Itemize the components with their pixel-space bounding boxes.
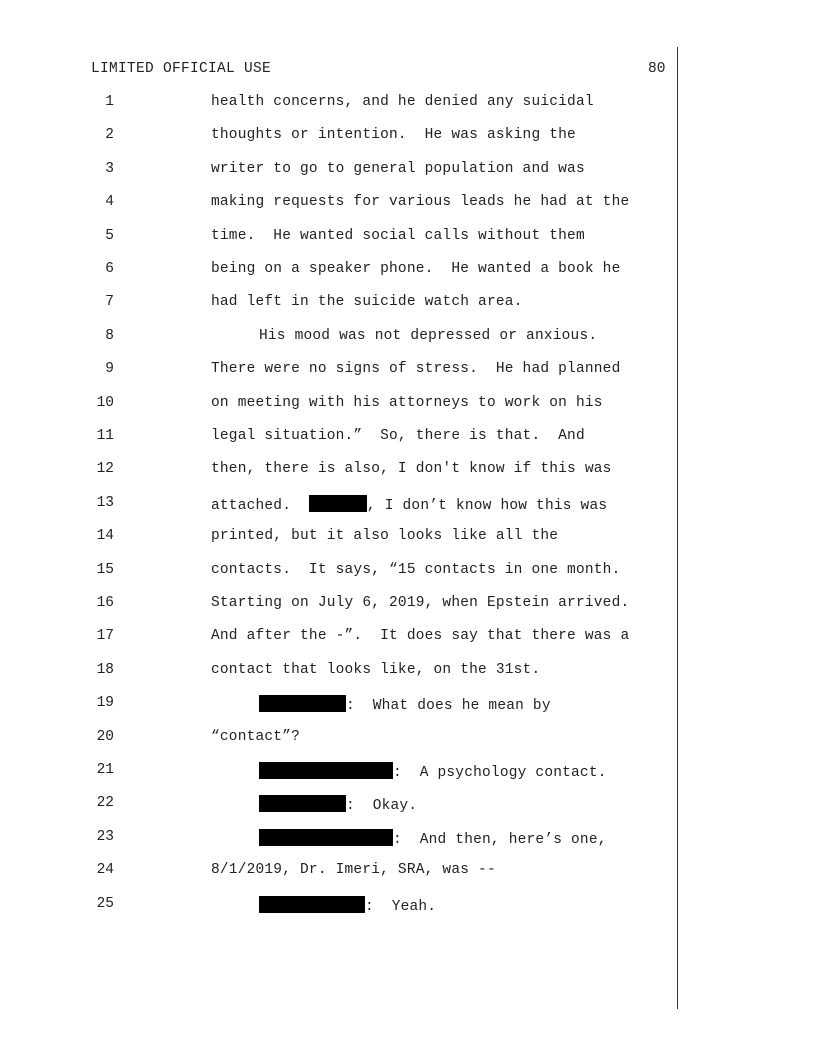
line-text xyxy=(211,194,629,210)
text-segment: writer to go to general population and was xyxy=(211,160,585,177)
line-number: 11 xyxy=(96,428,114,444)
line-number: 6 xyxy=(105,261,114,277)
text-segment: , I don’t know how this was xyxy=(366,497,608,514)
line-text xyxy=(211,94,594,110)
text-segment: : A psychology contact. xyxy=(393,765,607,781)
line-number: 13 xyxy=(96,494,114,511)
line-number: 18 xyxy=(96,661,114,678)
line-number: 1 xyxy=(105,94,114,110)
text-segment: being on a speaker phone. He wanted a book he xyxy=(211,261,621,277)
line-number: 3 xyxy=(105,160,114,177)
text-segment: then, there is also, I don't know if this was xyxy=(211,461,612,478)
text-segment: legal situation.” So, there is that. And xyxy=(211,428,585,444)
transcript-line xyxy=(0,829,680,849)
transcript-line xyxy=(0,94,680,114)
line-number: 20 xyxy=(96,728,114,745)
line-number: 12 xyxy=(96,461,114,478)
line-number: 7 xyxy=(105,294,114,311)
text-segment: And after the -”. It does say that there was a xyxy=(211,628,630,645)
line-text xyxy=(211,361,620,377)
text-segment: thoughts or intention. He was asking the xyxy=(211,127,576,144)
line-number: 15 xyxy=(96,561,114,578)
transcript-line xyxy=(0,896,680,916)
text-segment: His mood was not depressed or anxious. xyxy=(259,327,598,344)
line-text xyxy=(259,328,597,344)
line-text xyxy=(259,829,607,848)
line-text xyxy=(211,161,585,177)
line-text xyxy=(211,528,558,544)
line-number: 22 xyxy=(96,795,114,812)
line-text xyxy=(211,662,540,678)
text-segment: printed, but it also looks like all the xyxy=(211,528,559,545)
line-number: 24 xyxy=(96,862,114,879)
transcript-line xyxy=(0,395,680,415)
line-number: 4 xyxy=(105,194,114,211)
redaction-box xyxy=(259,795,346,812)
redaction-box xyxy=(259,762,393,779)
transcript-line xyxy=(0,127,680,147)
line-text xyxy=(211,294,523,310)
transcript-line xyxy=(0,328,680,348)
transcript-line xyxy=(0,228,680,248)
text-segment: attached. xyxy=(211,497,309,514)
text-segment: making requests for various leads he had at the xyxy=(211,194,630,211)
line-text xyxy=(211,862,496,878)
transcript-line xyxy=(0,261,680,281)
text-segment: 8/1/2019, Dr. Imeri, SRA, was -- xyxy=(211,862,496,879)
line-number: 23 xyxy=(96,828,114,845)
transcript-line xyxy=(0,795,680,815)
transcript-line xyxy=(0,729,680,749)
transcript-line xyxy=(0,562,680,582)
line-text xyxy=(211,395,603,411)
redaction-box xyxy=(259,829,393,846)
redaction-box xyxy=(259,695,346,712)
text-segment: contact that looks like, on the 31st. xyxy=(211,661,541,678)
text-segment: had left in the suicide watch area. xyxy=(211,294,523,311)
line-text xyxy=(211,228,585,244)
line-number: 19 xyxy=(96,695,114,712)
line-number: 21 xyxy=(96,762,114,778)
redaction-box xyxy=(309,495,367,512)
transcript-line xyxy=(0,461,680,481)
line-text xyxy=(211,628,629,644)
text-segment: time. He wanted social calls without them xyxy=(211,227,585,244)
line-text xyxy=(259,896,436,915)
line-number: 5 xyxy=(105,227,114,244)
transcript-line xyxy=(0,495,680,515)
line-number: 8 xyxy=(105,327,114,344)
line-text xyxy=(211,461,612,477)
line-number: 14 xyxy=(96,528,114,545)
text-segment: health concerns, and he denied any suicidal xyxy=(211,94,594,110)
text-segment: : What does he mean by xyxy=(346,698,551,715)
line-text xyxy=(259,695,551,714)
line-text xyxy=(259,795,417,814)
line-text xyxy=(211,495,607,514)
text-segment: There were no signs of stress. He had planned xyxy=(211,361,621,378)
transcript-line xyxy=(0,862,680,882)
transcript-line xyxy=(0,194,680,214)
page-number: 80 xyxy=(648,61,666,77)
line-text xyxy=(211,127,576,143)
text-segment: on meeting with his attorneys to work on his xyxy=(211,394,603,411)
transcript-line xyxy=(0,428,680,448)
transcript-line xyxy=(0,361,680,381)
transcript-line xyxy=(0,762,680,782)
line-text xyxy=(259,762,607,781)
transcript-line xyxy=(0,662,680,682)
line-number: 9 xyxy=(105,361,114,378)
text-segment: contacts. It says, “15 contacts in one month. xyxy=(211,561,621,578)
redaction-box xyxy=(259,896,365,913)
line-text xyxy=(211,562,620,578)
line-text xyxy=(211,428,585,444)
line-text xyxy=(211,595,629,611)
transcript-line xyxy=(0,695,680,715)
line-text xyxy=(211,261,620,277)
text-segment: Starting on July 6, 2019, when Epstein arrived. xyxy=(211,595,630,611)
transcript-line xyxy=(0,628,680,648)
text-segment: “contact”? xyxy=(211,728,301,745)
classification-header: LIMITED OFFICIAL USE xyxy=(91,61,272,77)
line-number: 2 xyxy=(105,127,114,144)
line-number: 16 xyxy=(96,595,114,611)
transcript-line xyxy=(0,294,680,314)
line-number: 25 xyxy=(96,895,114,912)
transcript-line xyxy=(0,528,680,548)
text-segment: : Okay. xyxy=(346,798,418,815)
transcript-line xyxy=(0,595,680,615)
transcript-line xyxy=(0,161,680,181)
line-number: 17 xyxy=(96,628,114,645)
text-segment: : Yeah. xyxy=(365,898,437,915)
text-segment: : And then, here’s one, xyxy=(393,831,607,848)
line-text xyxy=(211,729,300,745)
line-number: 10 xyxy=(96,394,114,411)
